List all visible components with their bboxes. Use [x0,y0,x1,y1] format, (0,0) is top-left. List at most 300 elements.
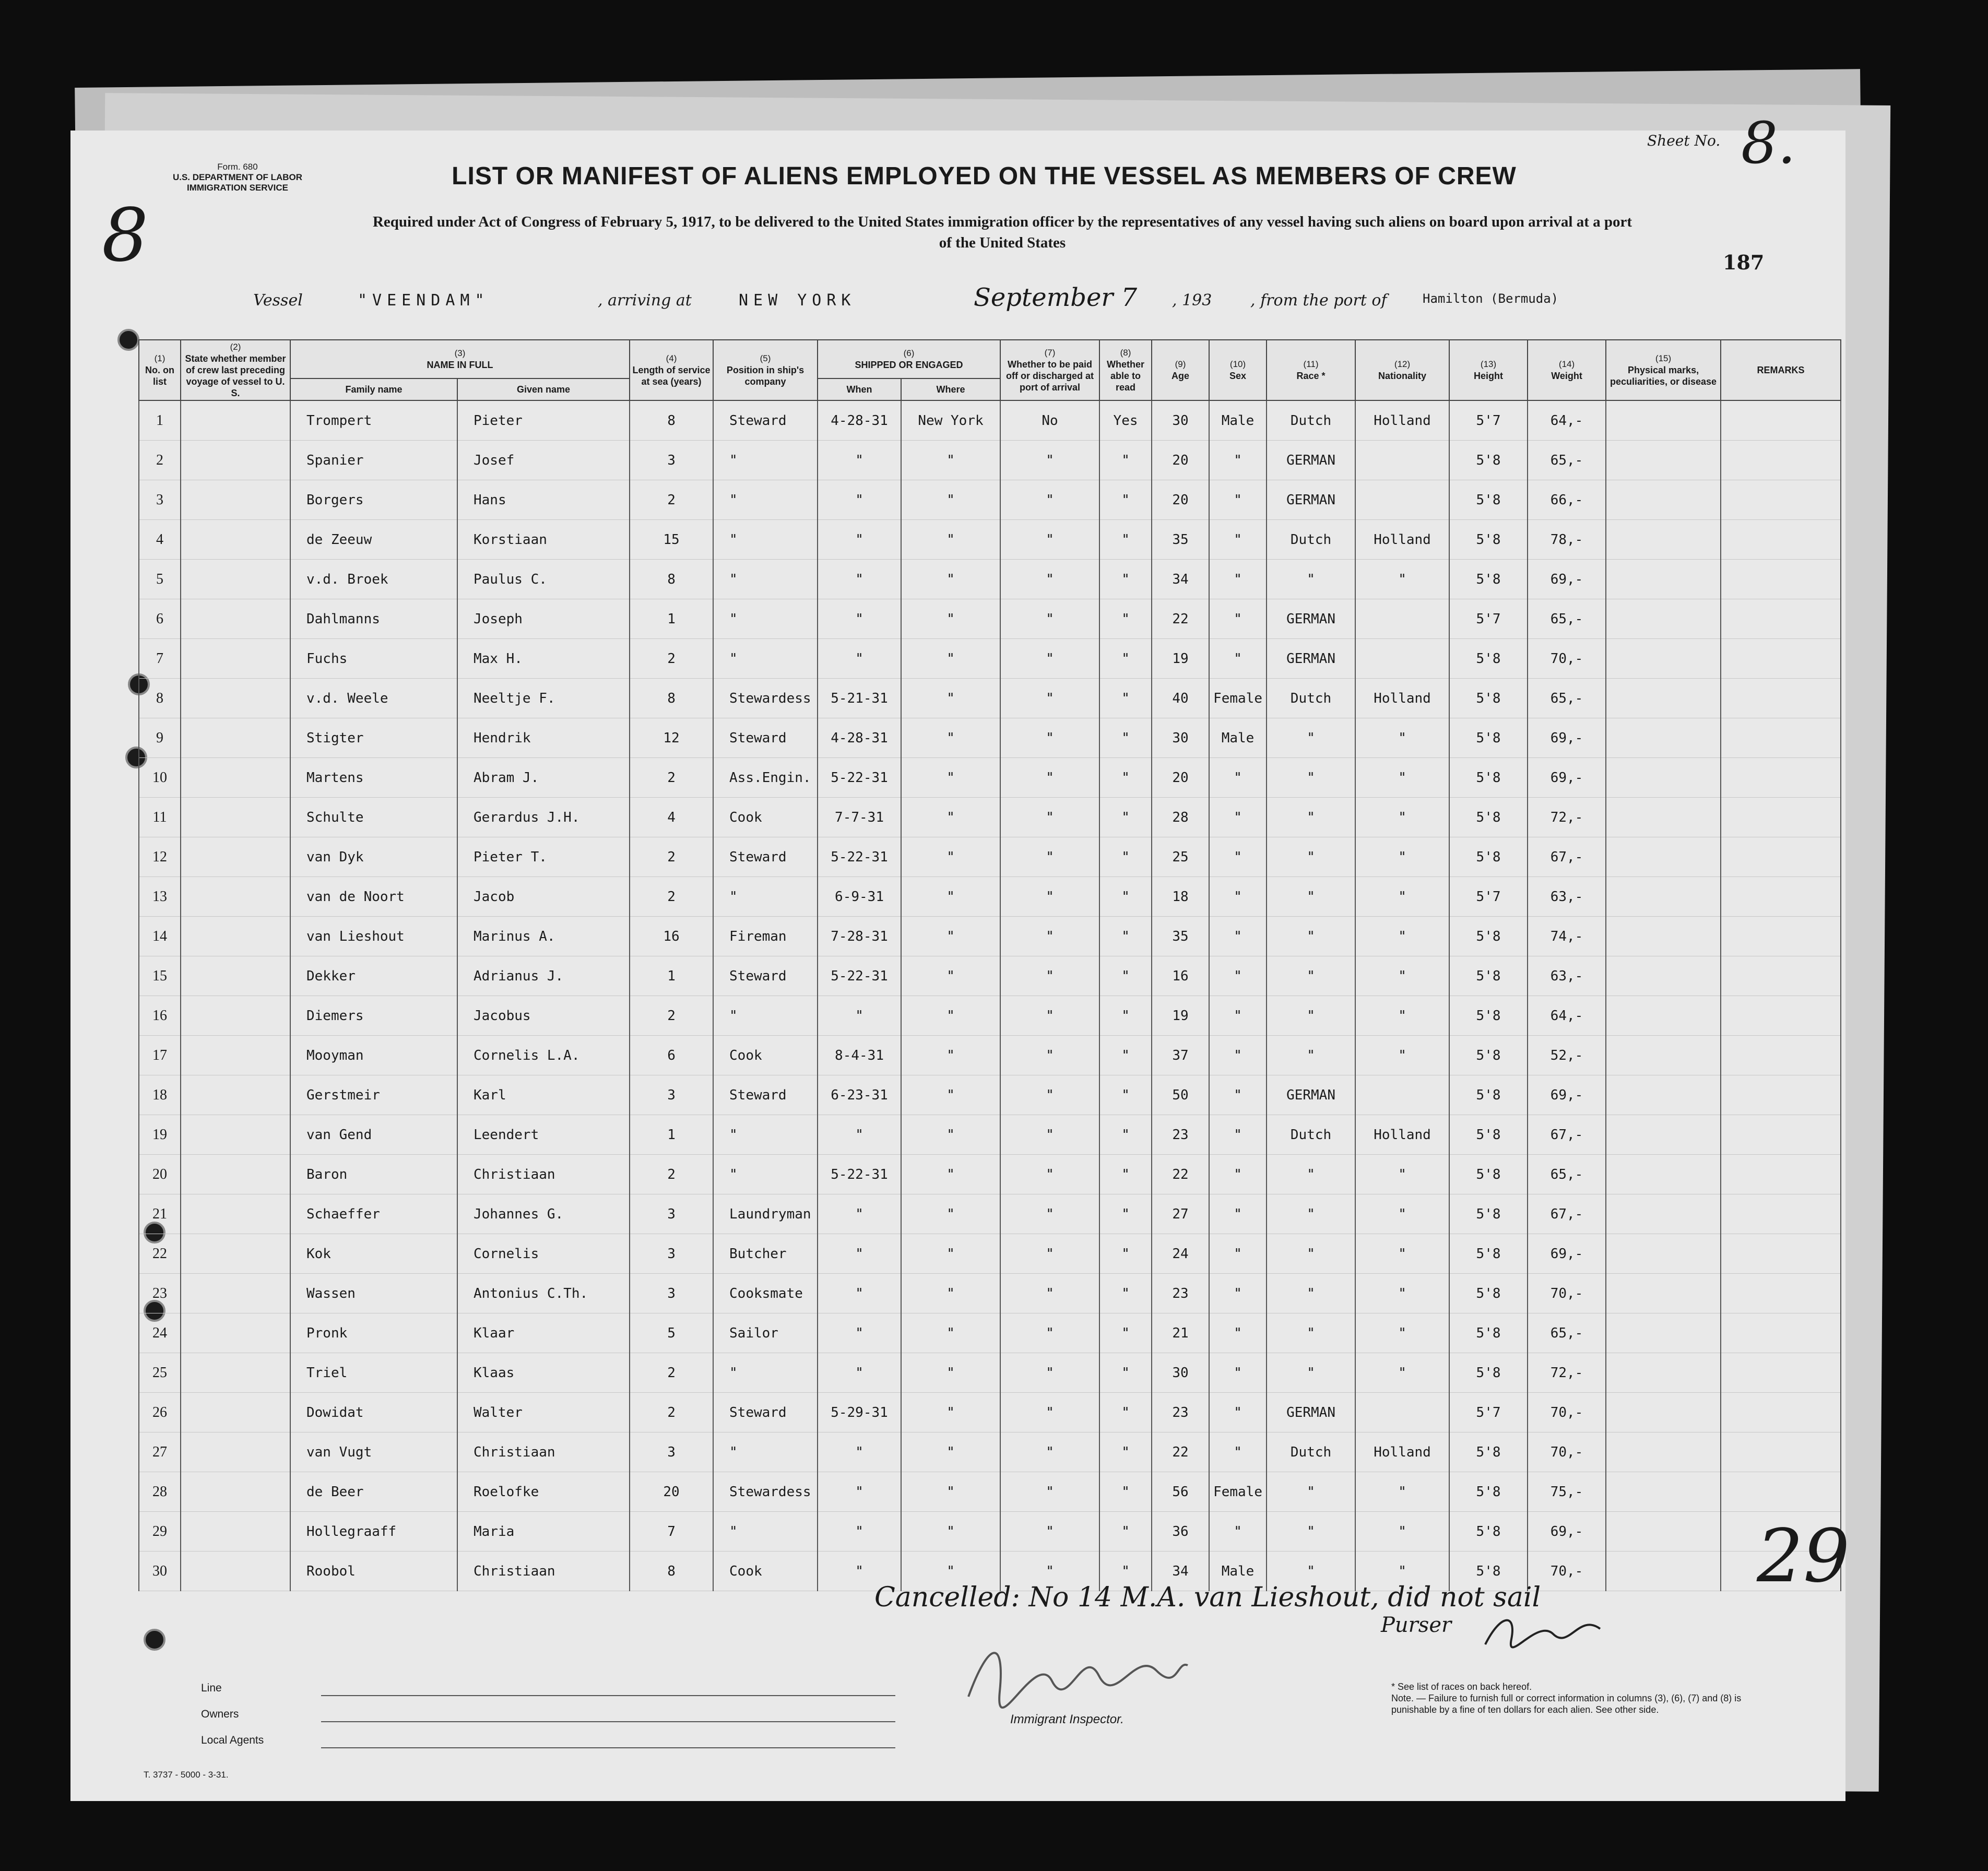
cell-position: Stewardess [713,1472,818,1512]
cell-where: " [901,837,1000,877]
cell-position: Steward [713,1075,818,1115]
cell-paid: " [1000,1472,1099,1512]
cell-no: 27 [139,1432,181,1472]
cell-position: Ass.Engin. [713,758,818,798]
cell-remarks [1721,400,1841,441]
department-name: U.S. DEPARTMENT OF LABOR [172,172,303,182]
cell-nationality: Holland [1355,520,1449,560]
cell-remarks [1721,560,1841,599]
table-row [139,1075,1841,1115]
cell-no: 4 [139,520,181,560]
cell-last-voyage [181,1194,290,1234]
cell-marks [1606,1313,1721,1353]
cell-height: 5'8 [1449,1313,1528,1353]
table-row [139,1313,1841,1353]
cell-sex: " [1209,441,1267,480]
cell-position: Laundryman [713,1194,818,1234]
cell-last-voyage [181,520,290,560]
cell-race: " [1267,1274,1355,1313]
cell-sex: Male [1209,400,1267,441]
cell-last-voyage [181,1552,290,1591]
cell-where: " [901,599,1000,639]
origin-port: Hamilton (Bermuda) [1423,291,1559,306]
cell-weight: 63,- [1528,877,1606,917]
cell-last-voyage [181,1155,290,1194]
cell-where: " [901,480,1000,520]
cell-read: " [1099,1115,1152,1155]
cell-where: " [901,1512,1000,1552]
cell-sex: " [1209,1353,1267,1393]
cell-when: 5-22-31 [818,956,901,996]
table-row [139,1234,1841,1274]
cell-no: 7 [139,639,181,679]
cell-remarks [1721,1155,1841,1194]
cell-given: Jacobus [457,996,630,1036]
footer-rule [321,1746,895,1748]
cell-marks [1606,1552,1721,1591]
cell-remarks [1721,1432,1841,1472]
cell-remarks [1721,599,1841,639]
cell-given: Adrianus J. [457,956,630,996]
cell-age: 23 [1152,1393,1209,1432]
cell-sex: " [1209,1432,1267,1472]
cell-race: Dutch [1267,1432,1355,1472]
cell-last-voyage [181,1472,290,1512]
cell-last-voyage [181,400,290,441]
cell-marks [1606,679,1721,718]
table-row [139,560,1841,599]
cell-marks [1606,1274,1721,1313]
cell-family: Spanier [290,441,457,480]
cell-sex: " [1209,1036,1267,1075]
cell-marks [1606,1075,1721,1115]
cell-paid: " [1000,798,1099,837]
subtitle-line: of the United States [939,234,1066,251]
cell-where: " [901,520,1000,560]
col-header-family-name: Family name [290,378,457,400]
arrival-year: , 193 [1172,291,1212,310]
cell-height: 5'8 [1449,917,1528,956]
cell-position: Cook [713,1036,818,1075]
cell-age: 23 [1152,1274,1209,1313]
cell-where: " [901,758,1000,798]
cell-marks [1606,599,1721,639]
cell-given: Marinus A. [457,917,630,956]
manifest-sheet [70,110,1850,1801]
cell-nationality: " [1355,1274,1449,1313]
cell-family: Hollegraaff [290,1512,457,1552]
cell-given: Maria [457,1512,630,1552]
crew-table [138,339,1841,1591]
cell-position: " [713,877,818,917]
cell-sex: " [1209,1512,1267,1552]
cell-sex: " [1209,560,1267,599]
cell-paid: " [1000,1194,1099,1234]
cell-family: Schaeffer [290,1194,457,1234]
col-header-age: (9) Age [1152,340,1209,400]
cell-race: " [1267,758,1355,798]
cell-age: 25 [1152,837,1209,877]
cell-when: " [818,1115,901,1155]
cell-weight: 65,- [1528,599,1606,639]
cell-age: 22 [1152,1432,1209,1472]
cell-years: 2 [630,1353,713,1393]
punch-hole [117,329,139,351]
table-row [139,1432,1841,1472]
cell-age: 30 [1152,400,1209,441]
cell-nationality: " [1355,837,1449,877]
cell-marks [1606,520,1721,560]
cell-marks [1606,1194,1721,1234]
cell-weight: 75,- [1528,1472,1606,1512]
cell-read: " [1099,1512,1152,1552]
col-header-where: Where [901,378,1000,400]
cell-height: 5'8 [1449,1155,1528,1194]
cell-nationality: " [1355,996,1449,1036]
cell-position: Butcher [713,1234,818,1274]
cell-weight: 70,- [1528,1274,1606,1313]
cell-family: Roobol [290,1552,457,1591]
cell-when: 6-23-31 [818,1075,901,1115]
purser-label: Purser [1381,1613,1452,1637]
crew-total-handwritten: 29 [1757,1514,1850,1599]
cell-position: Steward [713,956,818,996]
cell-race: " [1267,1353,1355,1393]
cell-paid: " [1000,1075,1099,1115]
cell-no: 29 [139,1512,181,1552]
cell-where: " [901,1472,1000,1512]
cell-years: 12 [630,718,713,758]
cell-family: Mooyman [290,1036,457,1075]
cell-race: " [1267,1234,1355,1274]
cell-family: Dahlmanns [290,599,457,639]
cell-marks [1606,996,1721,1036]
cell-years: 2 [630,996,713,1036]
cell-years: 2 [630,1393,713,1432]
cell-read: " [1099,560,1152,599]
cell-when: " [818,441,901,480]
cell-when: " [818,480,901,520]
cell-height: 5'8 [1449,996,1528,1036]
footer-rule [321,1694,895,1696]
cell-sex: " [1209,837,1267,877]
cell-nationality [1355,599,1449,639]
cell-age: 24 [1152,1234,1209,1274]
cell-race: " [1267,996,1355,1036]
cell-where: " [901,877,1000,917]
from-port-label: , from the port of [1250,291,1387,310]
cell-height: 5'7 [1449,877,1528,917]
cell-where: " [901,1036,1000,1075]
cell-no: 6 [139,599,181,639]
cell-family: van Dyk [290,837,457,877]
cell-given: Christiaan [457,1552,630,1591]
cell-read: " [1099,1313,1152,1353]
cell-years: 2 [630,639,713,679]
cell-age: 22 [1152,1155,1209,1194]
cell-years: 2 [630,1155,713,1194]
cell-where: " [901,1115,1000,1155]
cell-last-voyage [181,1353,290,1393]
cell-where: " [901,560,1000,599]
cell-years: 3 [630,1432,713,1472]
cell-race: GERMAN [1267,639,1355,679]
cell-height: 5'8 [1449,1194,1528,1234]
cell-height: 5'8 [1449,560,1528,599]
cell-position: " [713,639,818,679]
cell-no: 10 [139,758,181,798]
cell-height: 5'8 [1449,718,1528,758]
cell-years: 2 [630,837,713,877]
cell-given: Cornelis L.A. [457,1036,630,1075]
table-row [139,1393,1841,1432]
cell-height: 5'8 [1449,441,1528,480]
cell-nationality [1355,1075,1449,1115]
cell-nationality [1355,441,1449,480]
cell-age: 35 [1152,917,1209,956]
cell-read: " [1099,758,1152,798]
cell-paid: No [1000,400,1099,441]
cell-position: Steward [713,1393,818,1432]
cell-remarks [1721,877,1841,917]
cell-when: " [818,1274,901,1313]
cell-no: 2 [139,441,181,480]
cell-when: 4-28-31 [818,400,901,441]
footer-owners-label: Owners [201,1708,239,1720]
cell-paid: " [1000,1512,1099,1552]
cell-family: Kok [290,1234,457,1274]
service-name: IMMIGRATION SERVICE [187,183,288,193]
cell-weight: 67,- [1528,1115,1606,1155]
cell-age: 20 [1152,758,1209,798]
cell-race: " [1267,956,1355,996]
cell-sex: " [1209,798,1267,837]
cell-position: " [713,560,818,599]
table-row [139,1036,1841,1075]
col-header-read: (8) Whether able to read [1099,340,1152,400]
subtitle-line: Required under Act of Congress of February 5, 1917, to be delivered to the United States immigration officer by the representatives of any vessel having such aliens on board upon arrival at a port [372,214,1632,230]
cell-where: " [901,639,1000,679]
cell-weight: 64,- [1528,400,1606,441]
cell-height: 5'8 [1449,1234,1528,1274]
cell-years: 8 [630,400,713,441]
table-row [139,520,1841,560]
cell-weight: 69,- [1528,758,1606,798]
col-header-race: (11) Race * [1267,340,1355,400]
cell-position: " [713,1115,818,1155]
cell-paid: " [1000,679,1099,718]
cell-age: 19 [1152,996,1209,1036]
cell-remarks [1721,1036,1841,1075]
cell-paid: " [1000,599,1099,639]
cell-weight: 69,- [1528,718,1606,758]
punch-hole [144,1629,165,1651]
cell-remarks [1721,1313,1841,1353]
cell-weight: 52,- [1528,1036,1606,1075]
cell-age: 23 [1152,1115,1209,1155]
cell-sex: " [1209,996,1267,1036]
cell-given: Roelofke [457,1472,630,1512]
cell-marks [1606,1512,1721,1552]
cell-paid: " [1000,1353,1099,1393]
cell-marks [1606,1155,1721,1194]
sheet-label: Sheet No. [1647,132,1721,149]
cell-remarks [1721,1274,1841,1313]
cell-years: 3 [630,441,713,480]
cell-years: 2 [630,877,713,917]
cell-given: Jacob [457,877,630,917]
cell-race: " [1267,718,1355,758]
cell-remarks [1721,917,1841,956]
cell-position: Steward [713,400,818,441]
cell-age: 40 [1152,679,1209,718]
cell-years: 16 [630,917,713,956]
cell-age: 28 [1152,798,1209,837]
cell-years: 5 [630,1313,713,1353]
footer-rule [321,1720,895,1722]
cell-family: de Zeeuw [290,520,457,560]
cell-race: " [1267,1472,1355,1512]
cell-remarks [1721,679,1841,718]
cell-family: Stigter [290,718,457,758]
cell-no: 26 [139,1393,181,1432]
cell-weight: 72,- [1528,1353,1606,1393]
col-header-name: (3) NAME IN FULL [290,340,630,378]
cell-height: 5'8 [1449,639,1528,679]
cell-given: Walter [457,1393,630,1432]
cell-last-voyage [181,798,290,837]
cell-where: " [901,1194,1000,1234]
cell-no: 21 [139,1194,181,1234]
cell-weight: 65,- [1528,441,1606,480]
cell-family: Borgers [290,480,457,520]
cell-paid: " [1000,877,1099,917]
cell-race: " [1267,1036,1355,1075]
cell-when: 7-28-31 [818,917,901,956]
cell-family: Triel [290,1353,457,1393]
cell-race: Dutch [1267,1115,1355,1155]
cell-nationality: " [1355,1234,1449,1274]
cell-last-voyage [181,480,290,520]
page-subtitle [154,211,1851,253]
cell-nationality: " [1355,718,1449,758]
cell-last-voyage [181,1274,290,1313]
cell-sex: " [1209,480,1267,520]
cell-read: " [1099,1472,1152,1512]
cell-position: " [713,1512,818,1552]
cell-when: 5-22-31 [818,1155,901,1194]
cell-nationality: " [1355,1353,1449,1393]
cell-last-voyage [181,1234,290,1274]
cell-read: " [1099,1353,1152,1393]
cancellation-note: Cancelled: No 14 M.A. van Lieshout, did not sail [874,1582,1541,1613]
cell-remarks [1721,837,1841,877]
cell-position: " [713,599,818,639]
cell-when: " [818,996,901,1036]
cell-marks [1606,877,1721,917]
footer-line-label: Line [201,1682,222,1694]
cell-height: 5'8 [1449,1552,1528,1591]
col-header-marks: (15) Physical marks, peculiarities, or disease [1606,340,1721,400]
cell-position: " [713,1432,818,1472]
cell-marks [1606,1393,1721,1432]
cell-marks [1606,1472,1721,1512]
cell-last-voyage [181,560,290,599]
cell-no: 17 [139,1036,181,1075]
cell-remarks [1721,1472,1841,1512]
cell-sex: " [1209,1115,1267,1155]
cell-weight: 65,- [1528,679,1606,718]
cell-years: 1 [630,956,713,996]
cell-marks [1606,480,1721,520]
cell-remarks [1721,718,1841,758]
cell-when: " [818,639,901,679]
cell-years: 7 [630,1512,713,1552]
cell-sex: " [1209,917,1267,956]
cell-race: " [1267,798,1355,837]
cell-age: 30 [1152,718,1209,758]
cell-marks [1606,1353,1721,1393]
cell-where: " [901,956,1000,996]
cell-given: Korstiaan [457,520,630,560]
cell-position: " [713,996,818,1036]
cell-given: Max H. [457,639,630,679]
cell-age: 22 [1152,599,1209,639]
cell-no: 9 [139,718,181,758]
table-row [139,480,1841,520]
col-header-nationality: (12) Nationality [1355,340,1449,400]
cell-remarks [1721,758,1841,798]
cell-no: 30 [139,1552,181,1591]
cell-read: " [1099,718,1152,758]
cell-paid: " [1000,996,1099,1036]
cell-years: 15 [630,520,713,560]
cell-weight: 63,- [1528,956,1606,996]
cell-position: " [713,1155,818,1194]
cell-sex: Female [1209,679,1267,718]
cell-family: van Lieshout [290,917,457,956]
cell-position: Steward [713,718,818,758]
cell-weight: 70,- [1528,639,1606,679]
cell-nationality: Holland [1355,679,1449,718]
cell-read: " [1099,917,1152,956]
cell-weight: 70,- [1528,1552,1606,1591]
cell-marks [1606,1432,1721,1472]
table-row [139,956,1841,996]
cell-height: 5'8 [1449,1432,1528,1472]
cell-position: Fireman [713,917,818,956]
cell-marks [1606,560,1721,599]
cell-nationality [1355,1393,1449,1432]
inspector-label: Immigrant Inspector. [1010,1712,1124,1726]
cell-read: " [1099,480,1152,520]
cell-nationality: " [1355,1512,1449,1552]
cell-last-voyage [181,1512,290,1552]
cell-weight: 78,- [1528,520,1606,560]
cell-years: 3 [630,1194,713,1234]
cell-no: 25 [139,1353,181,1393]
cell-read: " [1099,877,1152,917]
cell-age: 16 [1152,956,1209,996]
cell-given: Christiaan [457,1432,630,1472]
cell-years: 3 [630,1075,713,1115]
cell-read: " [1099,679,1152,718]
cell-paid: " [1000,1552,1099,1591]
cell-age: 35 [1152,520,1209,560]
cell-where: " [901,917,1000,956]
arrival-port: NEW YORK [739,291,856,310]
cell-race: Dutch [1267,400,1355,441]
